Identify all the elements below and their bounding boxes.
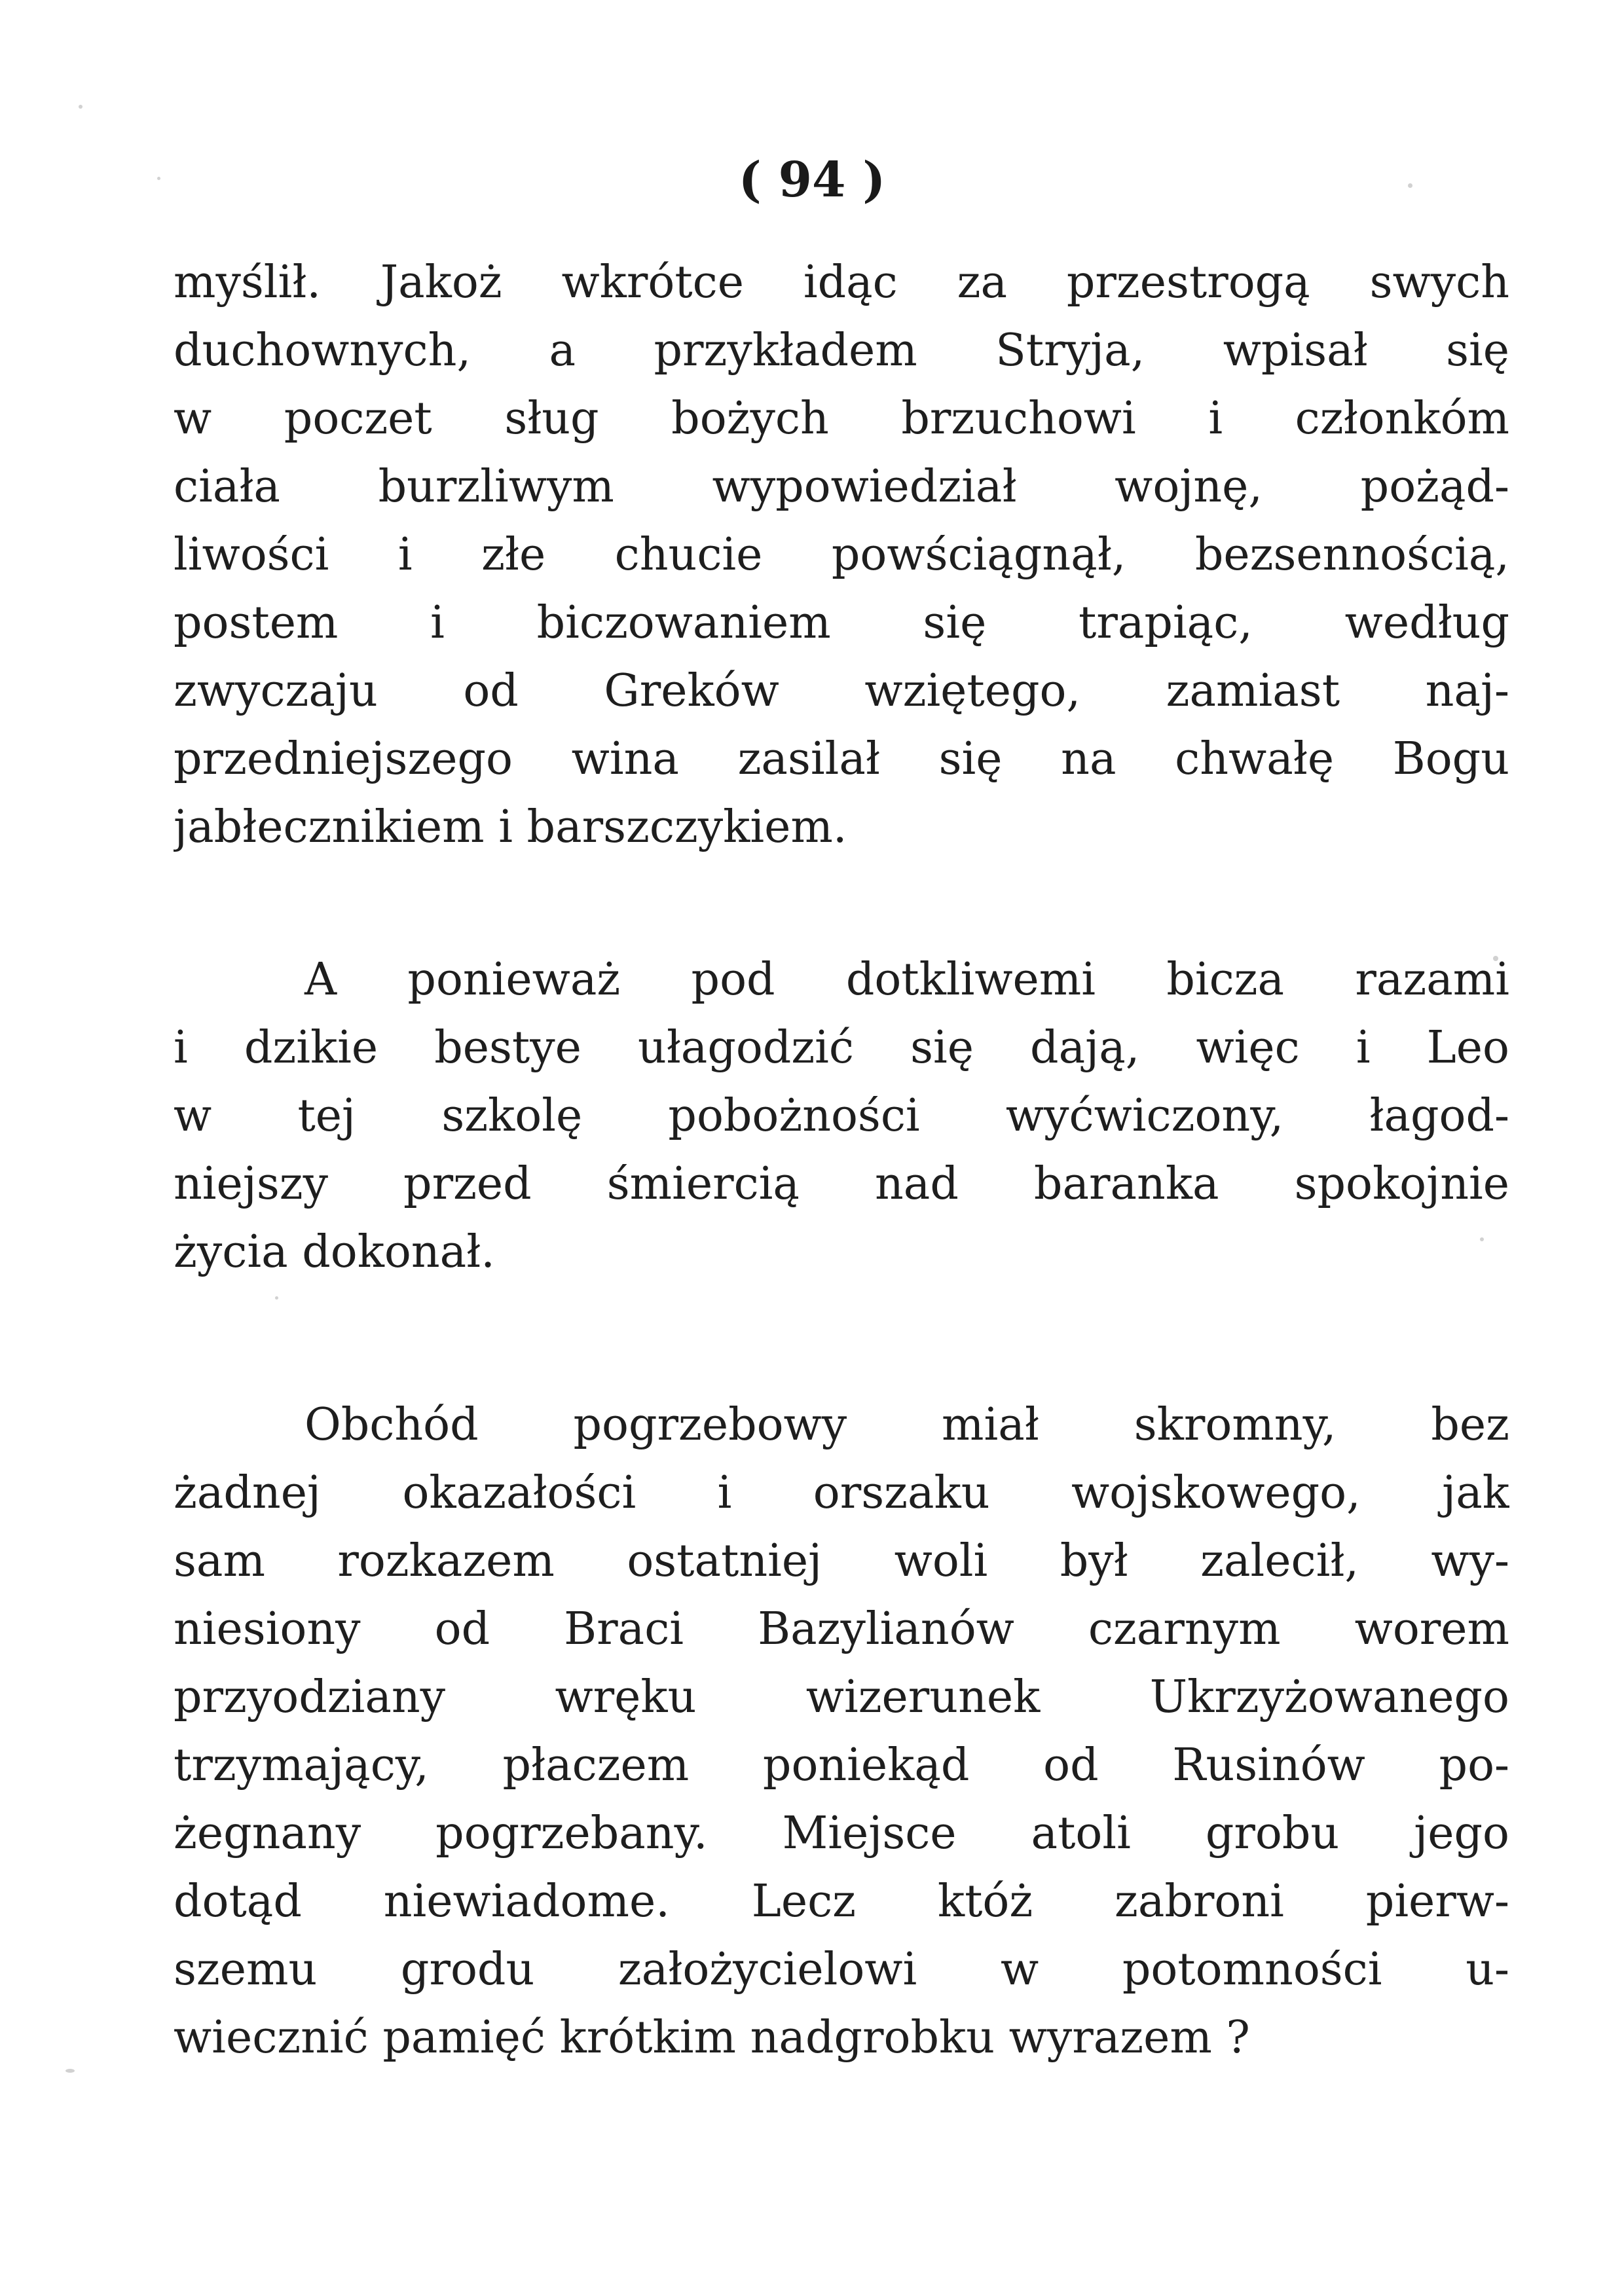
paragraph-line: liwości i złe chucie powściągnął, bezsennością, [174,529,1509,581]
paragraph-line: przedniejszego wina zasilał się na chwałę Bogu [174,733,1509,785]
paragraph-line: Obchód pogrzebowy miał skromny, bez [304,1399,1509,1451]
paragraph-line: jabłecznikiem i barszczykiem. [174,801,847,853]
paragraph-line: żadnej okazałości i orszaku wojskowego, jak [174,1467,1509,1519]
paragraph-line: trzymający, płaczem poniekąd od Rusinów po- [174,1740,1509,1791]
scan-speck [1408,183,1412,188]
paragraph-line: A ponieważ pod dotkliwemi bicza razami [304,954,1509,1006]
paragraph-line: niejszy przed śmiercią nad baranka spokojnie [174,1158,1509,1210]
paragraph-line: wiecznić pamięć krótkim nadgrobku wyrazem ? [174,2012,1250,2064]
scan-speck [65,2069,75,2073]
paragraph-1 [174,249,1509,862]
paragraph-line: sam rozkazem ostatniej woli był zalecił, wy- [174,1535,1509,1587]
paragraph-line: myślił. Jakoż wkrótce idąc za przestrogą swych [174,257,1509,308]
paragraph-line: niesiony od Braci Bazylianów czarnym worem [174,1603,1509,1655]
paragraph-line: szemu grodu założycielowi w potomności u- [174,1944,1509,1995]
scan-speck [275,1296,278,1300]
paragraph-line: przyodziany wręku wizerunek Ukrzyżowanego [174,1671,1509,1723]
paragraph-line: żegnany pogrzebany. Miejsce atoli grobu jego [174,1808,1509,1859]
scan-speck [1480,1237,1484,1241]
paragraph-2 [174,946,1509,1286]
scan-speck [1493,956,1498,961]
paragraph-3 [174,1391,1509,2072]
page-number: ( 94 ) [738,152,886,208]
scan-speck [157,177,160,180]
scan-speck [79,105,83,109]
paragraph-line: życia dokonał. [174,1226,495,1278]
paragraph-line: ciała burzliwym wypowiedział wojnę, pożąd- [174,461,1509,513]
paragraph-line: w tej szkolę pobożności wyćwiczony, łagod- [174,1090,1509,1142]
paragraph-line: w poczet sług bożych brzuchowi i członkóm [174,393,1509,445]
paragraph-line: dotąd niewiadome. Lecz któż zabroni pierw- [174,1876,1509,1927]
paragraph-line: duchownych, a przykładem Stryja, wpisał się [174,325,1509,376]
paragraph-line: i dzikie bestye ułagodzić się dają, więc i Leo [174,1022,1509,1074]
paragraph-line: zwyczaju od Greków wziętego, zamiast naj- [174,665,1509,717]
paragraph-line: postem i biczowaniem się trapiąc, według [174,597,1509,649]
